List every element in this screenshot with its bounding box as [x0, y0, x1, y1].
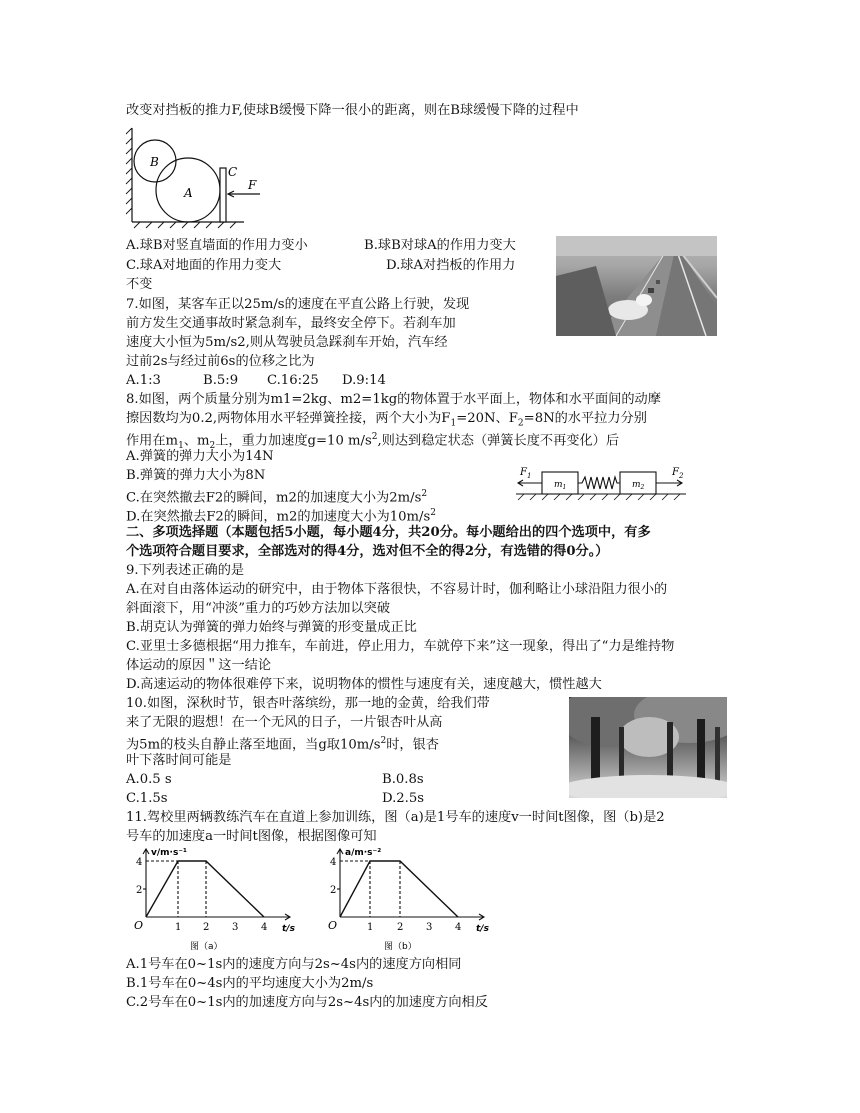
option-b: B.0.8s: [382, 772, 424, 787]
highway-photo: [556, 236, 717, 336]
y-tick-label: 4: [330, 857, 337, 868]
option-d: D.球A对挡板的作用力: [386, 258, 516, 273]
option-b: B.弹簧的弹力大小为8N: [126, 468, 266, 483]
text-line: 叶下落时间可能是: [126, 753, 232, 768]
text-line: 为5m的枝头自静止落至地面，当g取$10m/s^2$时，银杏: [126, 736, 439, 753]
text-line: 来了无限的遐想！在一个无风的日子，一片银杏叶从高: [126, 715, 443, 730]
y-axis-label: a/m·s⁻²: [345, 848, 382, 858]
mass-m1-label: $m_1$: [554, 480, 567, 491]
spring-blocks-figure: [512, 462, 692, 506]
graph-b: [318, 843, 498, 955]
text-line: 9.下列表述正确的是: [126, 563, 245, 578]
section-heading: 二、多项选择题（本题包括5小题，每小题4分，共20分。每小题给出的四个选项中，有多: [126, 525, 651, 540]
x-axis-label: t/s: [282, 924, 295, 934]
option-d: D.2.5s: [382, 791, 425, 806]
option-a: A.1:3: [126, 373, 161, 388]
text-line: 不变: [126, 277, 153, 292]
origin-label: O: [134, 919, 144, 932]
mass-m2-label: $m_2$: [632, 480, 645, 491]
ginkgo-photo: [569, 697, 727, 798]
y-tick-label: 4: [136, 857, 143, 868]
y-tick-label: 2: [330, 885, 337, 896]
origin-label: O: [328, 919, 338, 932]
y-axis-label: v/m·s⁻¹: [151, 848, 187, 858]
text-line: 擦因数均为0.2,两物体用水平轻弹簧拴接，两个大小为$F_1=20N$、$F_2=8N$的水平拉力分别: [126, 411, 647, 429]
ball-a-label: A: [184, 186, 193, 200]
option-b: B.球B对球A的作用力变大: [364, 238, 516, 253]
text-line: 速度大小恒为5m/s2,则从驾驶员急踩刹车开始，汽车经: [126, 335, 448, 350]
option-b: B.1号车在0~4s内的平均速度大小为2m/s: [126, 976, 374, 991]
ball-b-label: B: [150, 155, 159, 169]
option-d: D.9:14: [342, 373, 386, 388]
text-line: 作用在$m_1$、$m_2$上，重力加速度g=10 $m/s^2$,则达到稳定状态（弹簧长度不再变化）后: [126, 432, 620, 452]
option-a: A.弹簧的弹力大小为14N: [126, 449, 274, 464]
graph-caption: 图（a）: [190, 942, 223, 952]
force-f-label: F: [248, 178, 257, 192]
option-c: C.球A对地面的作用力变大: [126, 258, 282, 273]
graph-a: [124, 843, 304, 955]
text-line: 过前2s与经过前6s的位移之比为: [126, 354, 315, 369]
section-heading: 个选项符合题目要求，全部选对的得4分，选对但不全的得2分，有选错的得0分。）: [126, 544, 609, 559]
x-tick-label: 2: [203, 922, 210, 933]
option-d: D.在突然撤去F2的瞬间，m2的加速度大小为$10m/s^2$: [126, 508, 436, 525]
option-c: C.1.5s: [126, 791, 168, 806]
option-c: C.2号车在0~1s内的加速度方向与2s~4s内的加速度方向相反: [126, 995, 488, 1010]
option-c: C.在突然撤去F2的瞬间，m2的加速度大小为$2m/s^2$: [126, 489, 428, 506]
force-f1-label: $F_1$: [520, 467, 532, 480]
text-line: 7.如图，某客车正以25m/s的速度在平直公路上行驶，发现: [126, 297, 470, 312]
x-tick-label: 1: [175, 922, 182, 933]
option-d: D.高速运动的物体很难停下来，说明物体的惯性与速度有关，速度越大，惯性越大: [126, 677, 602, 692]
option-c: C.16:25: [267, 373, 319, 388]
text-line: 体运动的原因＂这一结论: [126, 658, 272, 673]
text-line: 8.如图，两个质量分别为m1=2kg、m2=1kg的物体置于水平面上，物体和水平面间的动摩: [126, 392, 661, 407]
force-f2-label: $F_2$: [672, 467, 684, 480]
text-line: 11.驾校里两辆教练汽车在直道上参加训练，图（a)是1号车的速度v一时间t图像，图（b)是2: [126, 810, 665, 825]
x-tick-label: 3: [426, 922, 433, 933]
x-tick-label: 3: [232, 922, 239, 933]
text-line: 斜面滚下，用“冲淡”重力的巧妙方法加以突破: [126, 601, 391, 616]
y-tick-label: 2: [136, 885, 143, 896]
option-b: B.胡克认为弹簧的弹力始终与弹簧的形变量成正比: [126, 620, 417, 635]
balls-wall-figure: [124, 124, 274, 232]
option-c: C.亚里士多德根据“用力推车，车前进，停止用力，车就停下来”这一现象，得出了“力是维持物: [126, 639, 675, 654]
x-tick-label: 4: [455, 922, 462, 933]
x-axis-label: t/s: [476, 924, 489, 934]
plate-c-label: C: [228, 165, 238, 179]
x-tick-label: 4: [261, 922, 268, 933]
option-b: B.5:9: [203, 373, 239, 388]
option-a: A.在对自由落体运动的研究中，由于物体下落很快，不容易计时，伽利略让小球沿阻力很小的: [126, 582, 668, 597]
text-line: 改变对挡板的推力F,使球B缓慢下降一很小的距离，则在B球缓慢下降的过程中: [126, 103, 579, 118]
graph-caption: 图（b）: [384, 942, 417, 952]
option-a: A.球B对竖直墙面的作用力变小: [126, 238, 308, 253]
text-line: 号车的加速度a一时间t图像，根据图像可知: [126, 829, 377, 844]
x-tick-label: 1: [367, 922, 374, 933]
text-line: 10.如图，深秋时节，银杏叶落缤纷，那一地的金黄，给我们带: [126, 696, 490, 711]
x-tick-label: 2: [397, 922, 404, 933]
text-line: 前方发生交通事故时紧急刹车，最终安全停下。若刹车加: [126, 316, 456, 331]
option-a: A.1号车在0~1s内的速度方向与2s~4s内的速度方向相同: [126, 957, 462, 972]
option-a: A.0.5 s: [126, 772, 172, 787]
